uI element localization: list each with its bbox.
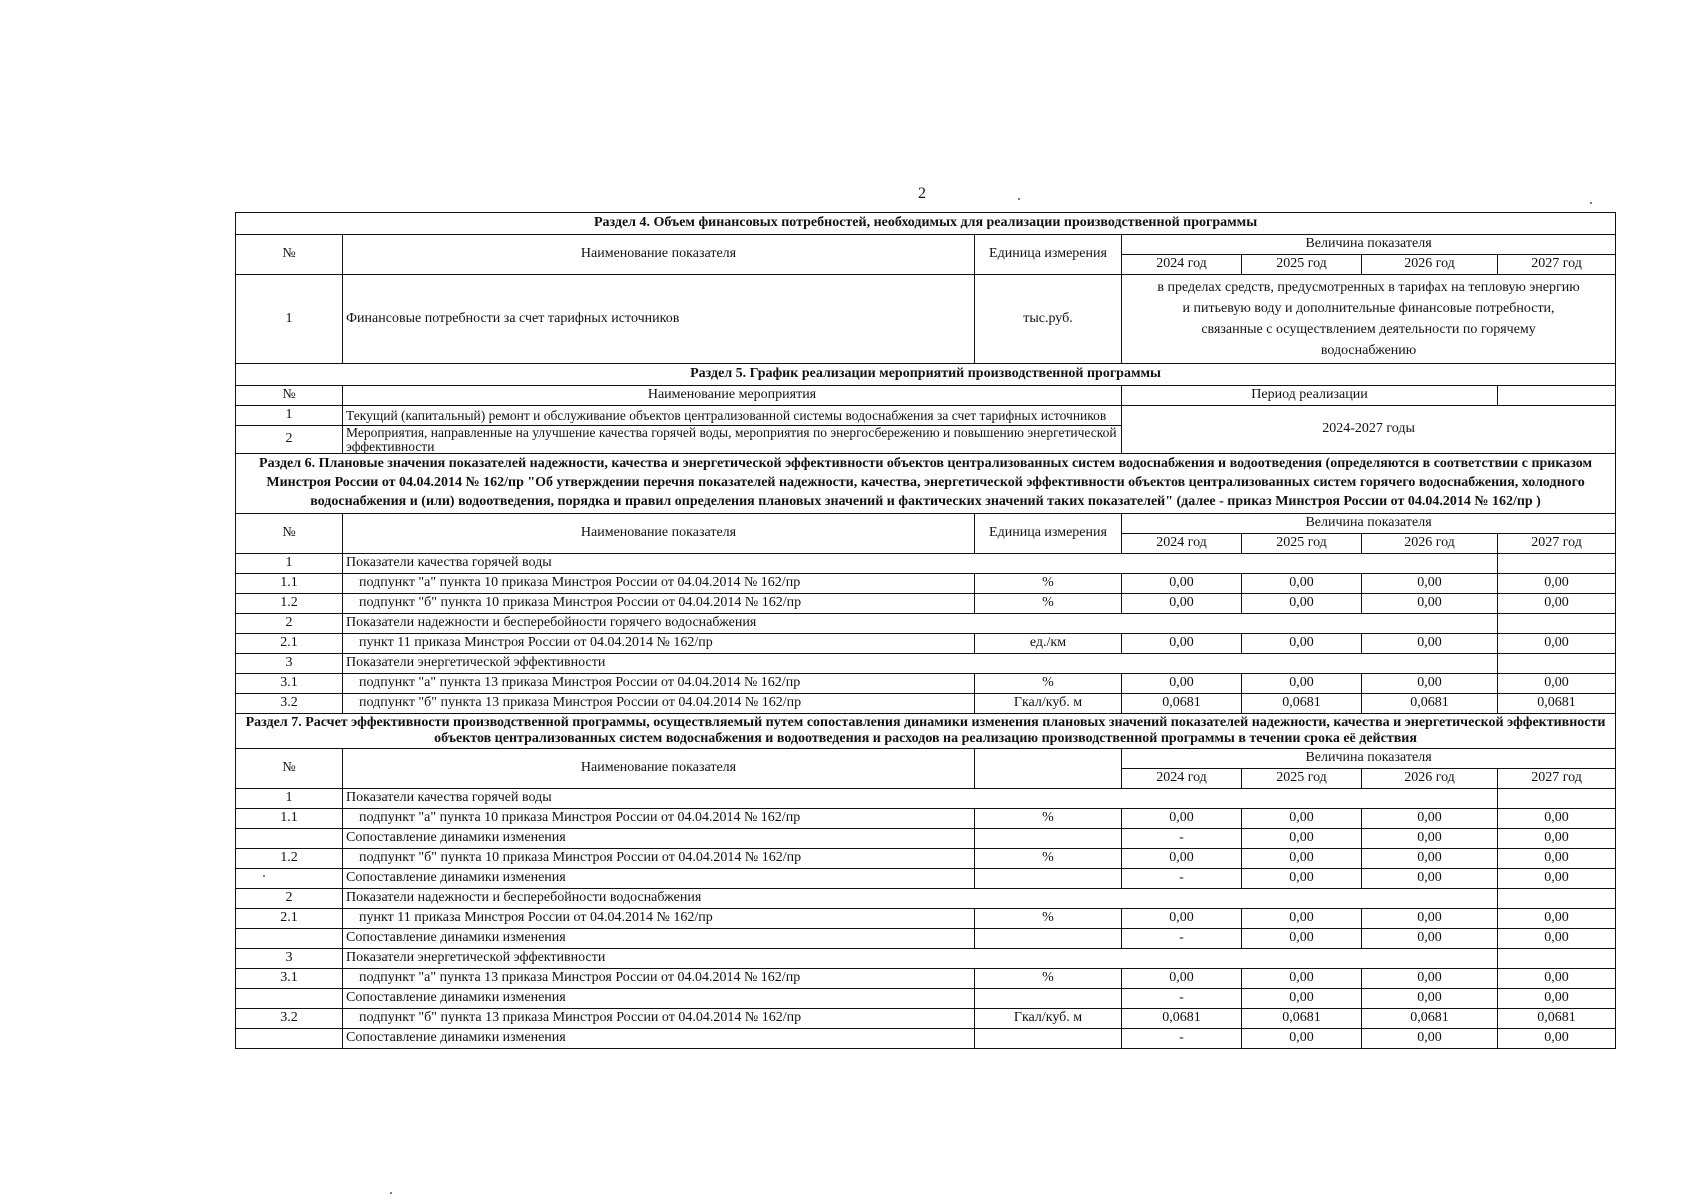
row-number: 2.1 (236, 908, 343, 928)
indicator-row (236, 693, 1616, 713)
indicator-row (236, 1008, 1616, 1028)
col-unit-header: Единица измерения (975, 235, 1122, 275)
value-cell: - (1122, 988, 1242, 1008)
value-cell: 0,00 (1362, 633, 1498, 653)
value-cell: 0,00 (1242, 868, 1362, 888)
value-cell: 0,00 (1498, 828, 1616, 848)
indicator-row (236, 848, 1616, 868)
value-cell: 0,00 (1498, 808, 1616, 828)
year-header: 2027 год (1498, 768, 1616, 788)
row-unit: % (975, 673, 1122, 693)
group-name: Показатели качества горячей воды (343, 788, 1498, 808)
value-cell: 0,00 (1242, 673, 1362, 693)
indicator-row (236, 968, 1616, 988)
value-cell: 0,00 (1498, 593, 1616, 613)
row-number (236, 988, 343, 1008)
value-cell: - (1122, 928, 1242, 948)
comparison-row (236, 928, 1616, 948)
group-name: Показатели энергетической эффективности (343, 948, 1498, 968)
value-cell: 0,0681 (1362, 1008, 1498, 1028)
row-name: подпункт "а" пункта 13 приказа Минстроя России от 04.04.2014 № 162/пр (343, 968, 975, 988)
col-number-header: № (236, 513, 343, 553)
activity-name: Мероприятия, направленные на улучшение качества горячей воды, мероприятия по энергосбережению и повышению энергетической эффективности (343, 426, 1122, 454)
empty-cell (1498, 788, 1616, 808)
row-number: 1.2 (236, 848, 343, 868)
group-name: Показатели надежности и бесперебойности водоснабжения (343, 888, 1498, 908)
row-name: подпункт "а" пункта 10 приказа Минстроя России от 04.04.2014 № 162/пр (343, 573, 975, 593)
row-number: 1.1 (236, 573, 343, 593)
section-4-title: Раздел 4. Объем финансовых потребностей, необходимых для реализации производственной программы (236, 213, 1616, 235)
row-unit: % (975, 593, 1122, 613)
indicator-group-row (236, 553, 1616, 573)
value-cell: 0,00 (1242, 633, 1362, 653)
row-number (236, 928, 343, 948)
comparison-row (236, 828, 1616, 848)
value-cell: 0,00 (1242, 968, 1362, 988)
value-cell: 0,00 (1362, 573, 1498, 593)
row-number: 1 (236, 275, 343, 364)
row-name: подпункт "б" пункта 13 приказа Минстроя России от 04.04.2014 № 162/пр (343, 1008, 975, 1028)
value-cell: 0,0681 (1362, 693, 1498, 713)
col-unit-header: Единица измерения (975, 513, 1122, 553)
value-cell: 0,00 (1498, 908, 1616, 928)
row-name: пункт 11 приказа Минстроя России от 04.04.2014 № 162/пр (343, 633, 975, 653)
empty-cell (1498, 613, 1616, 633)
value-cell: 0,00 (1362, 928, 1498, 948)
comparison-row (236, 868, 1616, 888)
col-name-header: Наименование показателя (343, 748, 975, 788)
value-cell: 0,00 (1242, 593, 1362, 613)
row-unit: Гкал/куб. м (975, 1008, 1122, 1028)
col-value-header: Величина показателя (1122, 748, 1616, 768)
section-6-title-row (236, 454, 1616, 514)
value-cell: 0,00 (1242, 828, 1362, 848)
col-period-header: Период реализации (1122, 386, 1498, 406)
comparison-row (236, 1028, 1616, 1048)
value-cell: 0,00 (1122, 848, 1242, 868)
row-number: 1.1 (236, 808, 343, 828)
row-number: 2 (236, 426, 343, 454)
row-unit: % (975, 908, 1122, 928)
empty-cell (1498, 653, 1616, 673)
value-cell: 0,00 (1498, 848, 1616, 868)
year-header: 2027 год (1498, 533, 1616, 553)
col-value-header: Величина показателя (1122, 513, 1616, 533)
value-cell: 0,00 (1498, 988, 1616, 1008)
empty-cell (1498, 888, 1616, 908)
value-cell: 0,00 (1362, 968, 1498, 988)
value-cell: 0,00 (1122, 593, 1242, 613)
value-cell: 0,00 (1362, 988, 1498, 1008)
comparison-row (236, 988, 1616, 1008)
section-5-title-row (236, 364, 1616, 386)
indicator-row (236, 593, 1616, 613)
value-cell: - (1122, 1028, 1242, 1048)
value-cell: 0,00 (1122, 808, 1242, 828)
section-7-rows (236, 788, 1616, 1048)
value-cell: 0,00 (1242, 928, 1362, 948)
row-name: подпункт "а" пункта 13 приказа Минстроя России от 04.04.2014 № 162/пр (343, 673, 975, 693)
comparison-label: Сопоставление динамики изменения (343, 868, 975, 888)
row-name: подпункт "б" пункта 13 приказа Минстроя России от 04.04.2014 № 162/пр (343, 693, 975, 713)
value-cell: 0,0681 (1122, 693, 1242, 713)
section-4-row (236, 275, 1616, 364)
indicator-group-row (236, 888, 1616, 908)
year-header: 2026 год (1362, 768, 1498, 788)
row-unit (975, 868, 1122, 888)
row-number: 1 (236, 553, 343, 573)
value-cell: 0,00 (1362, 828, 1498, 848)
row-unit (975, 988, 1122, 1008)
row-name: подпункт "а" пункта 10 приказа Минстроя России от 04.04.2014 № 162/пр (343, 808, 975, 828)
section-4-title-row (236, 213, 1616, 235)
row-name: пункт 11 приказа Минстроя России от 04.04.2014 № 162/пр (343, 908, 975, 928)
value-cell: 0,00 (1498, 573, 1616, 593)
section-6-title: Раздел 6. Плановые значения показателей надежности, качества и энергетической эффективности объектов централизованных систем водоснабжения и водоотведения (определяются в соответствии с приказом Минстроя России от 04.04.2014 № 162/пр "Об утверждении перечня показателей надежности, качества, энергетической эффективности объектов централизованных систем горячего водоснабжения, холодного водоснабжения и (или) водоотведения, порядка и правил определения плановых значений и фактических значений таких показателей" (далее - приказ Минстроя России от 04.04.2014 № 162/пр ) (236, 454, 1616, 514)
value-cell: 0,00 (1362, 848, 1498, 868)
value-cell: 0,00 (1498, 673, 1616, 693)
group-name: Показатели качества горячей воды (343, 553, 1498, 573)
col-number-header: № (236, 748, 343, 788)
row-name: Финансовые потребности за счет тарифных источников (343, 275, 975, 364)
value-cell: 0,00 (1498, 868, 1616, 888)
value-cell: 0,00 (1362, 1028, 1498, 1048)
row-unit (975, 828, 1122, 848)
row-number: 1 (236, 406, 343, 426)
value-cell: 0,00 (1498, 928, 1616, 948)
value-cell: 0,00 (1122, 633, 1242, 653)
col-name-header: Наименование показателя (343, 513, 975, 553)
value-cell: - (1122, 828, 1242, 848)
row-unit: % (975, 573, 1122, 593)
row-unit: % (975, 968, 1122, 988)
value-cell: 0,00 (1122, 673, 1242, 693)
activity-period: 2024-2027 годы (1122, 406, 1616, 454)
col-value-header: Величина показателя (1122, 235, 1616, 255)
section-5-header-row (236, 386, 1616, 406)
comparison-label: Сопоставление динамики изменения (343, 988, 975, 1008)
value-cell: 0,00 (1362, 808, 1498, 828)
scan-speck (1018, 198, 1020, 200)
indicator-group-row (236, 653, 1616, 673)
row-unit: ед./км (975, 633, 1122, 653)
indicator-group-row (236, 948, 1616, 968)
row-number (236, 868, 343, 888)
row-unit (975, 928, 1122, 948)
indicator-row (236, 633, 1616, 653)
value-cell: 0,00 (1362, 673, 1498, 693)
col-number-header: № (236, 386, 343, 406)
year-header: 2026 год (1362, 533, 1498, 553)
row-unit: % (975, 808, 1122, 828)
empty-cell (1498, 386, 1616, 406)
row-number: 2 (236, 888, 343, 908)
section-5-row (236, 406, 1616, 426)
scan-speck (390, 1192, 392, 1194)
production-program-table (235, 212, 1616, 1049)
row-unit (975, 1028, 1122, 1048)
value-cell: 0,00 (1122, 968, 1242, 988)
indicator-row (236, 908, 1616, 928)
row-number: 3.2 (236, 1008, 343, 1028)
group-name: Показатели энергетической эффективности (343, 653, 1498, 673)
value-cell: 0,0681 (1122, 1008, 1242, 1028)
section-6-header-row (236, 513, 1616, 533)
comparison-label: Сопоставление динамики изменения (343, 828, 975, 848)
value-cell: 0,00 (1122, 573, 1242, 593)
row-unit: тыс.руб. (975, 275, 1122, 364)
section-7-head (236, 713, 1616, 788)
col-name-header: Наименование показателя (343, 235, 975, 275)
row-unit: % (975, 848, 1122, 868)
section-4-header-row (236, 235, 1616, 255)
value-cell: 0,00 (1498, 633, 1616, 653)
indicator-group-row (236, 613, 1616, 633)
row-number: 3 (236, 948, 343, 968)
col-number-header: № (236, 235, 343, 275)
activity-name: Текущий (капитальный) ремонт и обслуживание объектов централизованной системы водоснабжения за счет тарифных источников (343, 406, 1122, 426)
financial-value-note: в пределах средств, предусмотренных в тарифах на тепловую энергию и питьевую воду и дополнительные финансовые потребности, связанные с осуществлением деятельности по горячему водоснабжению (1122, 275, 1616, 364)
section-7-title-row (236, 713, 1616, 748)
row-number: 1.2 (236, 593, 343, 613)
value-cell: 0,00 (1242, 988, 1362, 1008)
value-cell: 0,00 (1242, 1028, 1362, 1048)
row-number: 3.1 (236, 968, 343, 988)
comparison-label: Сопоставление динамики изменения (343, 1028, 975, 1048)
indicator-row (236, 573, 1616, 593)
row-unit: Гкал/куб. м (975, 693, 1122, 713)
year-header: 2024 год (1122, 533, 1242, 553)
year-header: 2026 год (1362, 255, 1498, 275)
value-cell: 0,00 (1242, 848, 1362, 868)
value-cell: 0,0681 (1242, 693, 1362, 713)
value-cell: 0,00 (1498, 968, 1616, 988)
value-cell: 0,00 (1242, 573, 1362, 593)
row-number: 3.2 (236, 693, 343, 713)
row-number (236, 1028, 343, 1048)
row-number: 1 (236, 788, 343, 808)
value-cell: 0,00 (1362, 868, 1498, 888)
col-unit-header-empty (975, 748, 1122, 788)
row-number: 2.1 (236, 633, 343, 653)
row-number: 3 (236, 653, 343, 673)
indicator-group-row (236, 788, 1616, 808)
scan-speck (1590, 202, 1592, 204)
value-cell: 0,0681 (1498, 1008, 1616, 1028)
row-number: 2 (236, 613, 343, 633)
value-cell: 0,0681 (1242, 1008, 1362, 1028)
group-name: Показатели надежности и бесперебойности горячего водоснабжения (343, 613, 1498, 633)
section-6-rows (236, 553, 1616, 713)
value-cell: 0,00 (1242, 808, 1362, 828)
page-number: 2 (918, 185, 926, 202)
year-header: 2027 год (1498, 255, 1616, 275)
value-cell: 0,00 (1242, 908, 1362, 928)
value-cell: 0,00 (1122, 908, 1242, 928)
col-activity-header: Наименование мероприятия (343, 386, 1122, 406)
value-cell: 0,00 (1362, 908, 1498, 928)
year-header: 2025 год (1242, 768, 1362, 788)
value-cell: - (1122, 868, 1242, 888)
indicator-row (236, 808, 1616, 828)
row-name: подпункт "б" пункта 10 приказа Минстроя России от 04.04.2014 № 162/пр (343, 593, 975, 613)
value-cell: 0,00 (1498, 1028, 1616, 1048)
row-number: 3.1 (236, 673, 343, 693)
row-name: подпункт "б" пункта 10 приказа Минстроя России от 04.04.2014 № 162/пр (343, 848, 975, 868)
empty-cell (1498, 948, 1616, 968)
year-header: 2025 год (1242, 533, 1362, 553)
year-header: 2025 год (1242, 255, 1362, 275)
section-7-title: Раздел 7. Расчет эффективности производственной программы, осуществляемый путем сопоставления динамики изменения плановых значений показателей надежности, качества и энергетической эффективности объектов централизованных систем водоснабжения и водоотведения и расходов на реализацию производственной программы в течении срока её действия (236, 713, 1616, 748)
value-cell: 0,00 (1362, 593, 1498, 613)
indicator-row (236, 673, 1616, 693)
year-header: 2024 год (1122, 768, 1242, 788)
year-header: 2024 год (1122, 255, 1242, 275)
row-number (236, 828, 343, 848)
empty-cell (1498, 553, 1616, 573)
section-7-header-row (236, 748, 1616, 768)
comparison-label: Сопоставление динамики изменения (343, 928, 975, 948)
value-cell: 0,0681 (1498, 693, 1616, 713)
section-5-title: Раздел 5. График реализации мероприятий производственной программы (236, 364, 1616, 386)
